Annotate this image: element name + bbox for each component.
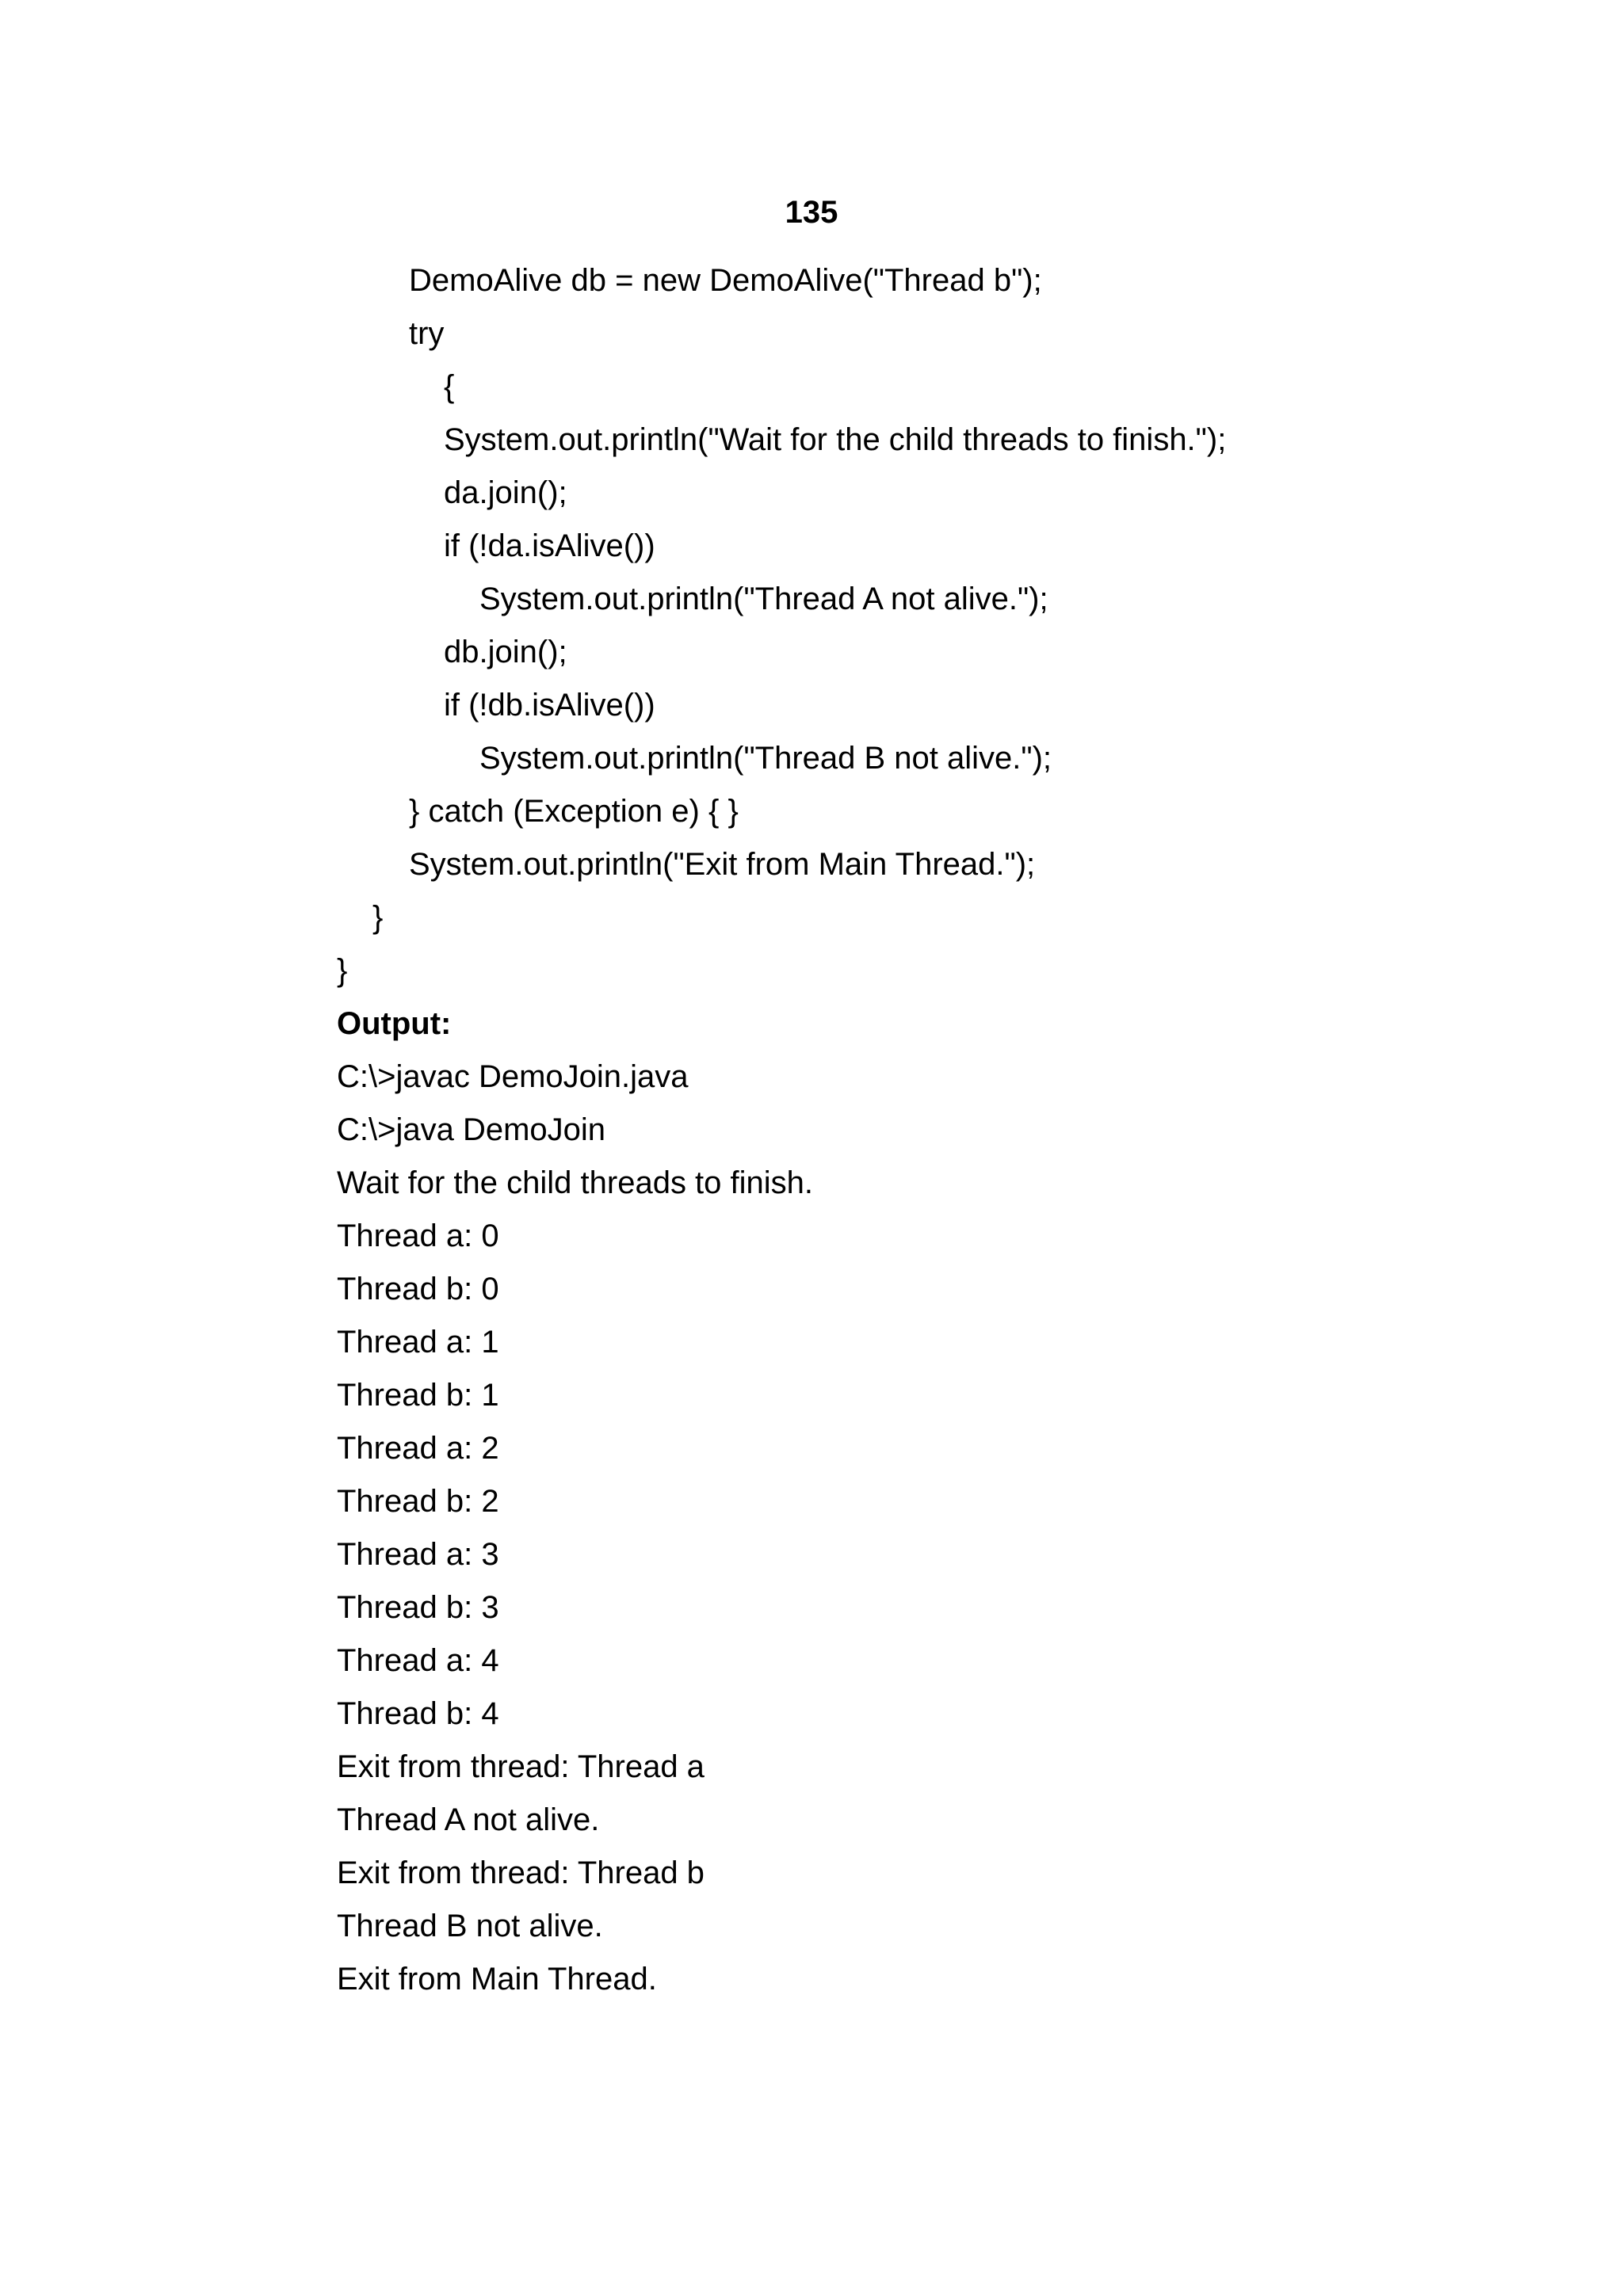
output-line: Thread a: 0: [337, 1219, 499, 1253]
output-line: Thread b: 0: [337, 1272, 499, 1306]
output-line: Thread A not alive.: [337, 1802, 600, 1837]
output-line: Thread a: 3: [337, 1537, 499, 1572]
code-line: da.join();: [444, 475, 567, 510]
output-line: Exit from Main Thread.: [337, 1962, 657, 1997]
output-line: Exit from thread: Thread b: [337, 1855, 705, 1890]
output-line: Thread a: 4: [337, 1643, 499, 1678]
code-line: System.out.println("Wait for the child threads to finish.");: [444, 422, 1227, 457]
output-line: Thread b: 2: [337, 1484, 499, 1519]
page-number: 135: [785, 195, 838, 230]
output-line: Exit from thread: Thread a: [337, 1749, 705, 1784]
code-line: } catch (Exception e) { }: [409, 794, 739, 829]
code-line: DemoAlive db = new DemoAlive("Thread b");: [409, 263, 1042, 298]
code-line: }: [337, 953, 348, 988]
code-line: {: [444, 369, 455, 404]
output-line: Thread a: 1: [337, 1325, 499, 1360]
output-line: Thread b: 3: [337, 1590, 499, 1625]
code-line: }: [372, 900, 384, 935]
output-heading: Output:: [337, 1006, 452, 1041]
output-line: Thread a: 2: [337, 1431, 499, 1466]
output-line: C:\>java DemoJoin: [337, 1112, 606, 1147]
code-line: System.out.println("Thread A not alive.");: [479, 582, 1048, 616]
code-line: try: [409, 316, 445, 351]
code-line: if (!da.isAlive()): [444, 528, 655, 563]
output-line: Thread B not alive.: [337, 1909, 603, 1943]
output-line: Thread b: 4: [337, 1696, 499, 1731]
output-line: C:\>javac DemoJoin.java: [337, 1059, 689, 1094]
code-line: System.out.println("Exit from Main Thread.");: [409, 847, 1036, 882]
code-line: if (!db.isAlive()): [444, 688, 655, 723]
output-line: Wait for the child threads to finish.: [337, 1165, 814, 1200]
code-line: db.join();: [444, 635, 567, 669]
output-line: Thread b: 1: [337, 1378, 499, 1413]
code-line: System.out.println("Thread B not alive.");: [479, 741, 1052, 776]
